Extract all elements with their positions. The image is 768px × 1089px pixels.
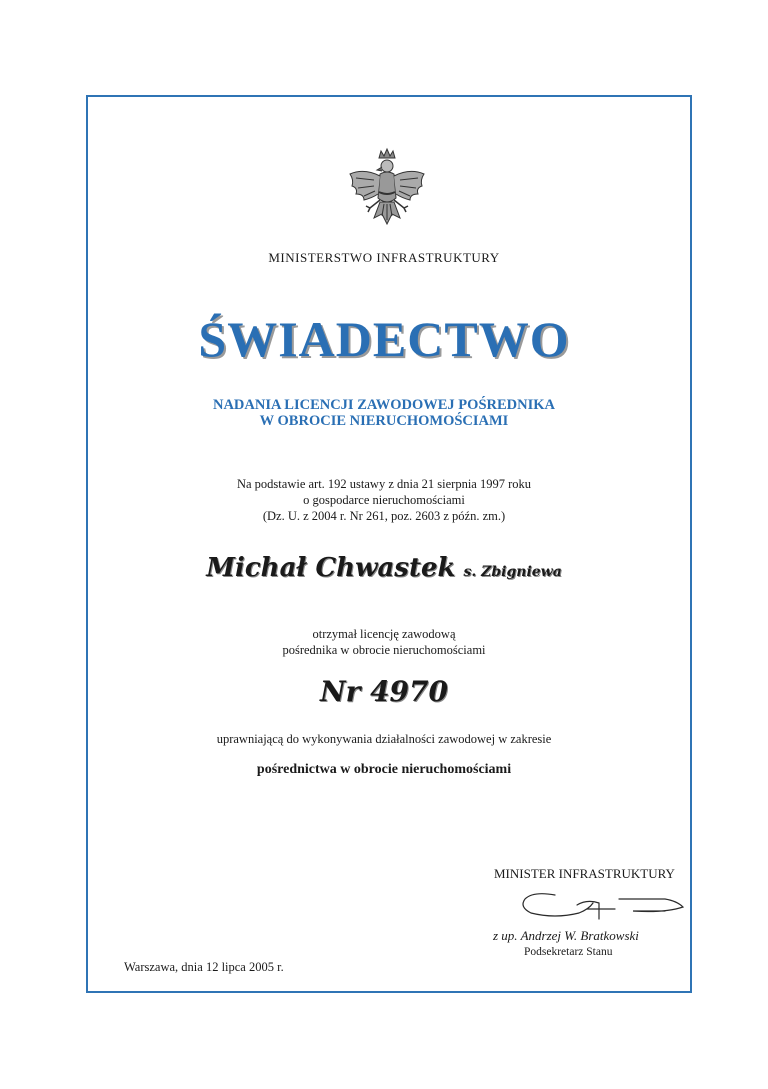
subtitle-line-1: NADANIA LICENCJI ZAWODOWEJ POŚREDNIKA [212, 397, 555, 413]
place-and-date: Warszawa, dnia 12 lipca 2005 r. [124, 960, 284, 974]
license-scope: pośrednictwa w obrocie nieruchomościami [256, 762, 512, 777]
received-line-2: pośrednika w obrocie nieruchomościami [282, 643, 486, 657]
holder-parent-name: s. Zbigniewa [463, 564, 562, 580]
polish-eagle-emblem-icon [344, 146, 430, 234]
legal-basis-line-2: o gospodarce nieruchomościami [303, 493, 465, 507]
entitling-text: uprawniającą do wykonywania działalności zawodowej w zakresie [216, 732, 552, 746]
license-received-text [0, 626, 768, 658]
subtitle-line-2: W OBROCIE NIERUCHOMOŚCIAMI [259, 413, 509, 429]
license-number: Nr 4970 [319, 675, 449, 708]
ministry-heading: MINISTERSTWO INFRASTRUKTURY [268, 250, 500, 265]
holder-name: Michał Chwastek [206, 553, 456, 583]
certificate-subtitle [0, 397, 768, 429]
holder-row [0, 553, 768, 583]
legal-basis-line-3: (Dz. U. z 2004 r. Nr 261, poz. 2603 z późn. zm.) [262, 509, 506, 523]
signatory-position: Podsekretarz Stanu [524, 946, 613, 958]
certificate-title: ŚWIADECTWO [198, 311, 570, 367]
legal-basis [0, 476, 768, 524]
handwritten-signature-icon [515, 889, 685, 925]
legal-basis-line-1: Na podstawie art. 192 ustawy z dnia 21 sierpnia 1997 roku [236, 477, 532, 491]
signatory-name: z up. Andrzej W. Bratkowski [493, 928, 639, 943]
signatory-office: MINISTER INFRASTRUKTURY [494, 866, 675, 881]
received-line-1: otrzymał licencję zawodową [312, 627, 456, 641]
